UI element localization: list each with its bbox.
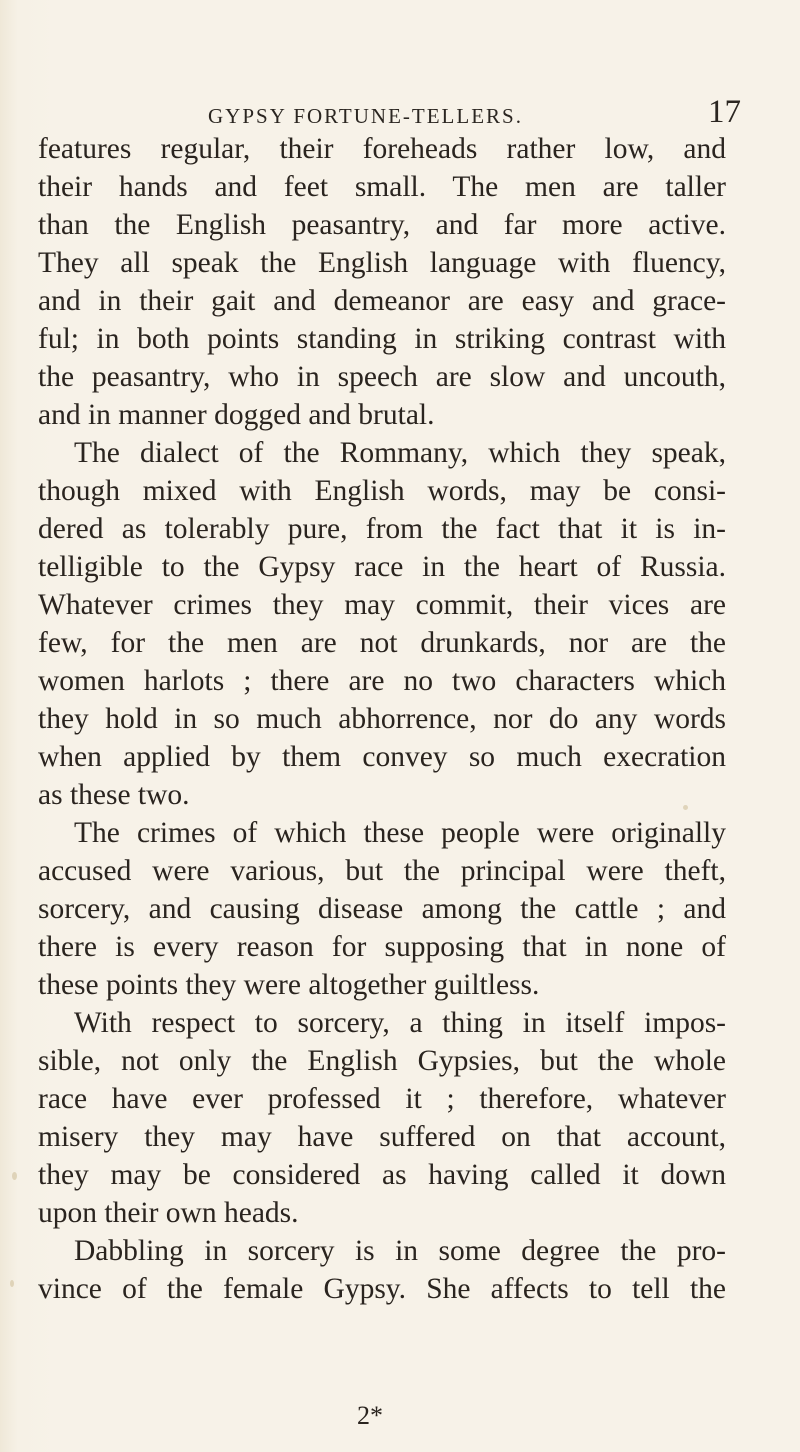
text-line: dered as tolerably pure, from the fact that it is in- — [38, 513, 726, 545]
text-line: sible, not only the English Gypsies, but the whole — [38, 1045, 726, 1077]
text-line: as these two. — [38, 779, 190, 811]
paper-fleck — [683, 805, 688, 810]
text-line: when applied by them convey so much execration — [38, 741, 726, 773]
text-line: and in manner dogged and brutal. — [38, 399, 435, 431]
signature-mark: 2* — [357, 1401, 383, 1430]
text-line: features regular, their foreheads rather low, and — [38, 133, 726, 165]
text-line: accused were various, but the principal were theft, — [38, 855, 726, 887]
text-line: The crimes of which these people were originally — [74, 817, 726, 849]
paper-fleck — [12, 1172, 17, 1180]
text-line: upon their own heads. — [38, 1197, 299, 1229]
text-line: few, for the men are not drunkards, nor are the — [38, 627, 726, 659]
text-line: vince of the female Gypsy. She affects to tell the — [38, 1273, 726, 1305]
text-line: Dabbling in sorcery is in some degree the pro- — [74, 1235, 726, 1267]
text-line: they may be considered as having called it down — [38, 1159, 726, 1191]
text-line: ful; in both points standing in striking contrast with — [38, 323, 726, 355]
text-line: the peasantry, who in speech are slow and uncouth, — [38, 361, 726, 393]
page-number: 17 — [708, 94, 741, 130]
text-line: these points they were altogether guiltless. — [38, 969, 540, 1001]
text-line: The dialect of the Rommany, which they speak, — [74, 437, 726, 469]
text-line: women harlots ; there are no two characters which — [38, 665, 726, 697]
text-line: their hands and feet small. The men are taller — [38, 171, 726, 203]
paper-fleck — [10, 1280, 14, 1287]
text-line: race have ever professed it ; therefore, whatever — [38, 1083, 726, 1115]
text-line: than the English peasantry, and far more active. — [38, 209, 726, 241]
text-line: misery they may have suffered on that account, — [38, 1121, 726, 1153]
text-line: though mixed with English words, may be consi- — [38, 475, 726, 507]
text-line: telligible to the Gypsy race in the heart of Russia. — [38, 551, 726, 583]
text-line: With respect to sorcery, a thing in itself impos- — [74, 1007, 726, 1039]
text-line: and in their gait and demeanor are easy and grace- — [38, 285, 726, 317]
text-line: They all speak the English language with fluency, — [38, 247, 726, 279]
text-line: they hold in so much abhorrence, nor do any words — [38, 703, 726, 735]
text-line: Whatever crimes they may commit, their vices are — [38, 589, 726, 621]
text-line: there is every reason for supposing that in none of — [38, 931, 726, 963]
text-line: sorcery, and causing disease among the cattle ; and — [38, 893, 726, 925]
running-title: GYPSY FORTUNE-TELLERS. — [208, 104, 523, 128]
